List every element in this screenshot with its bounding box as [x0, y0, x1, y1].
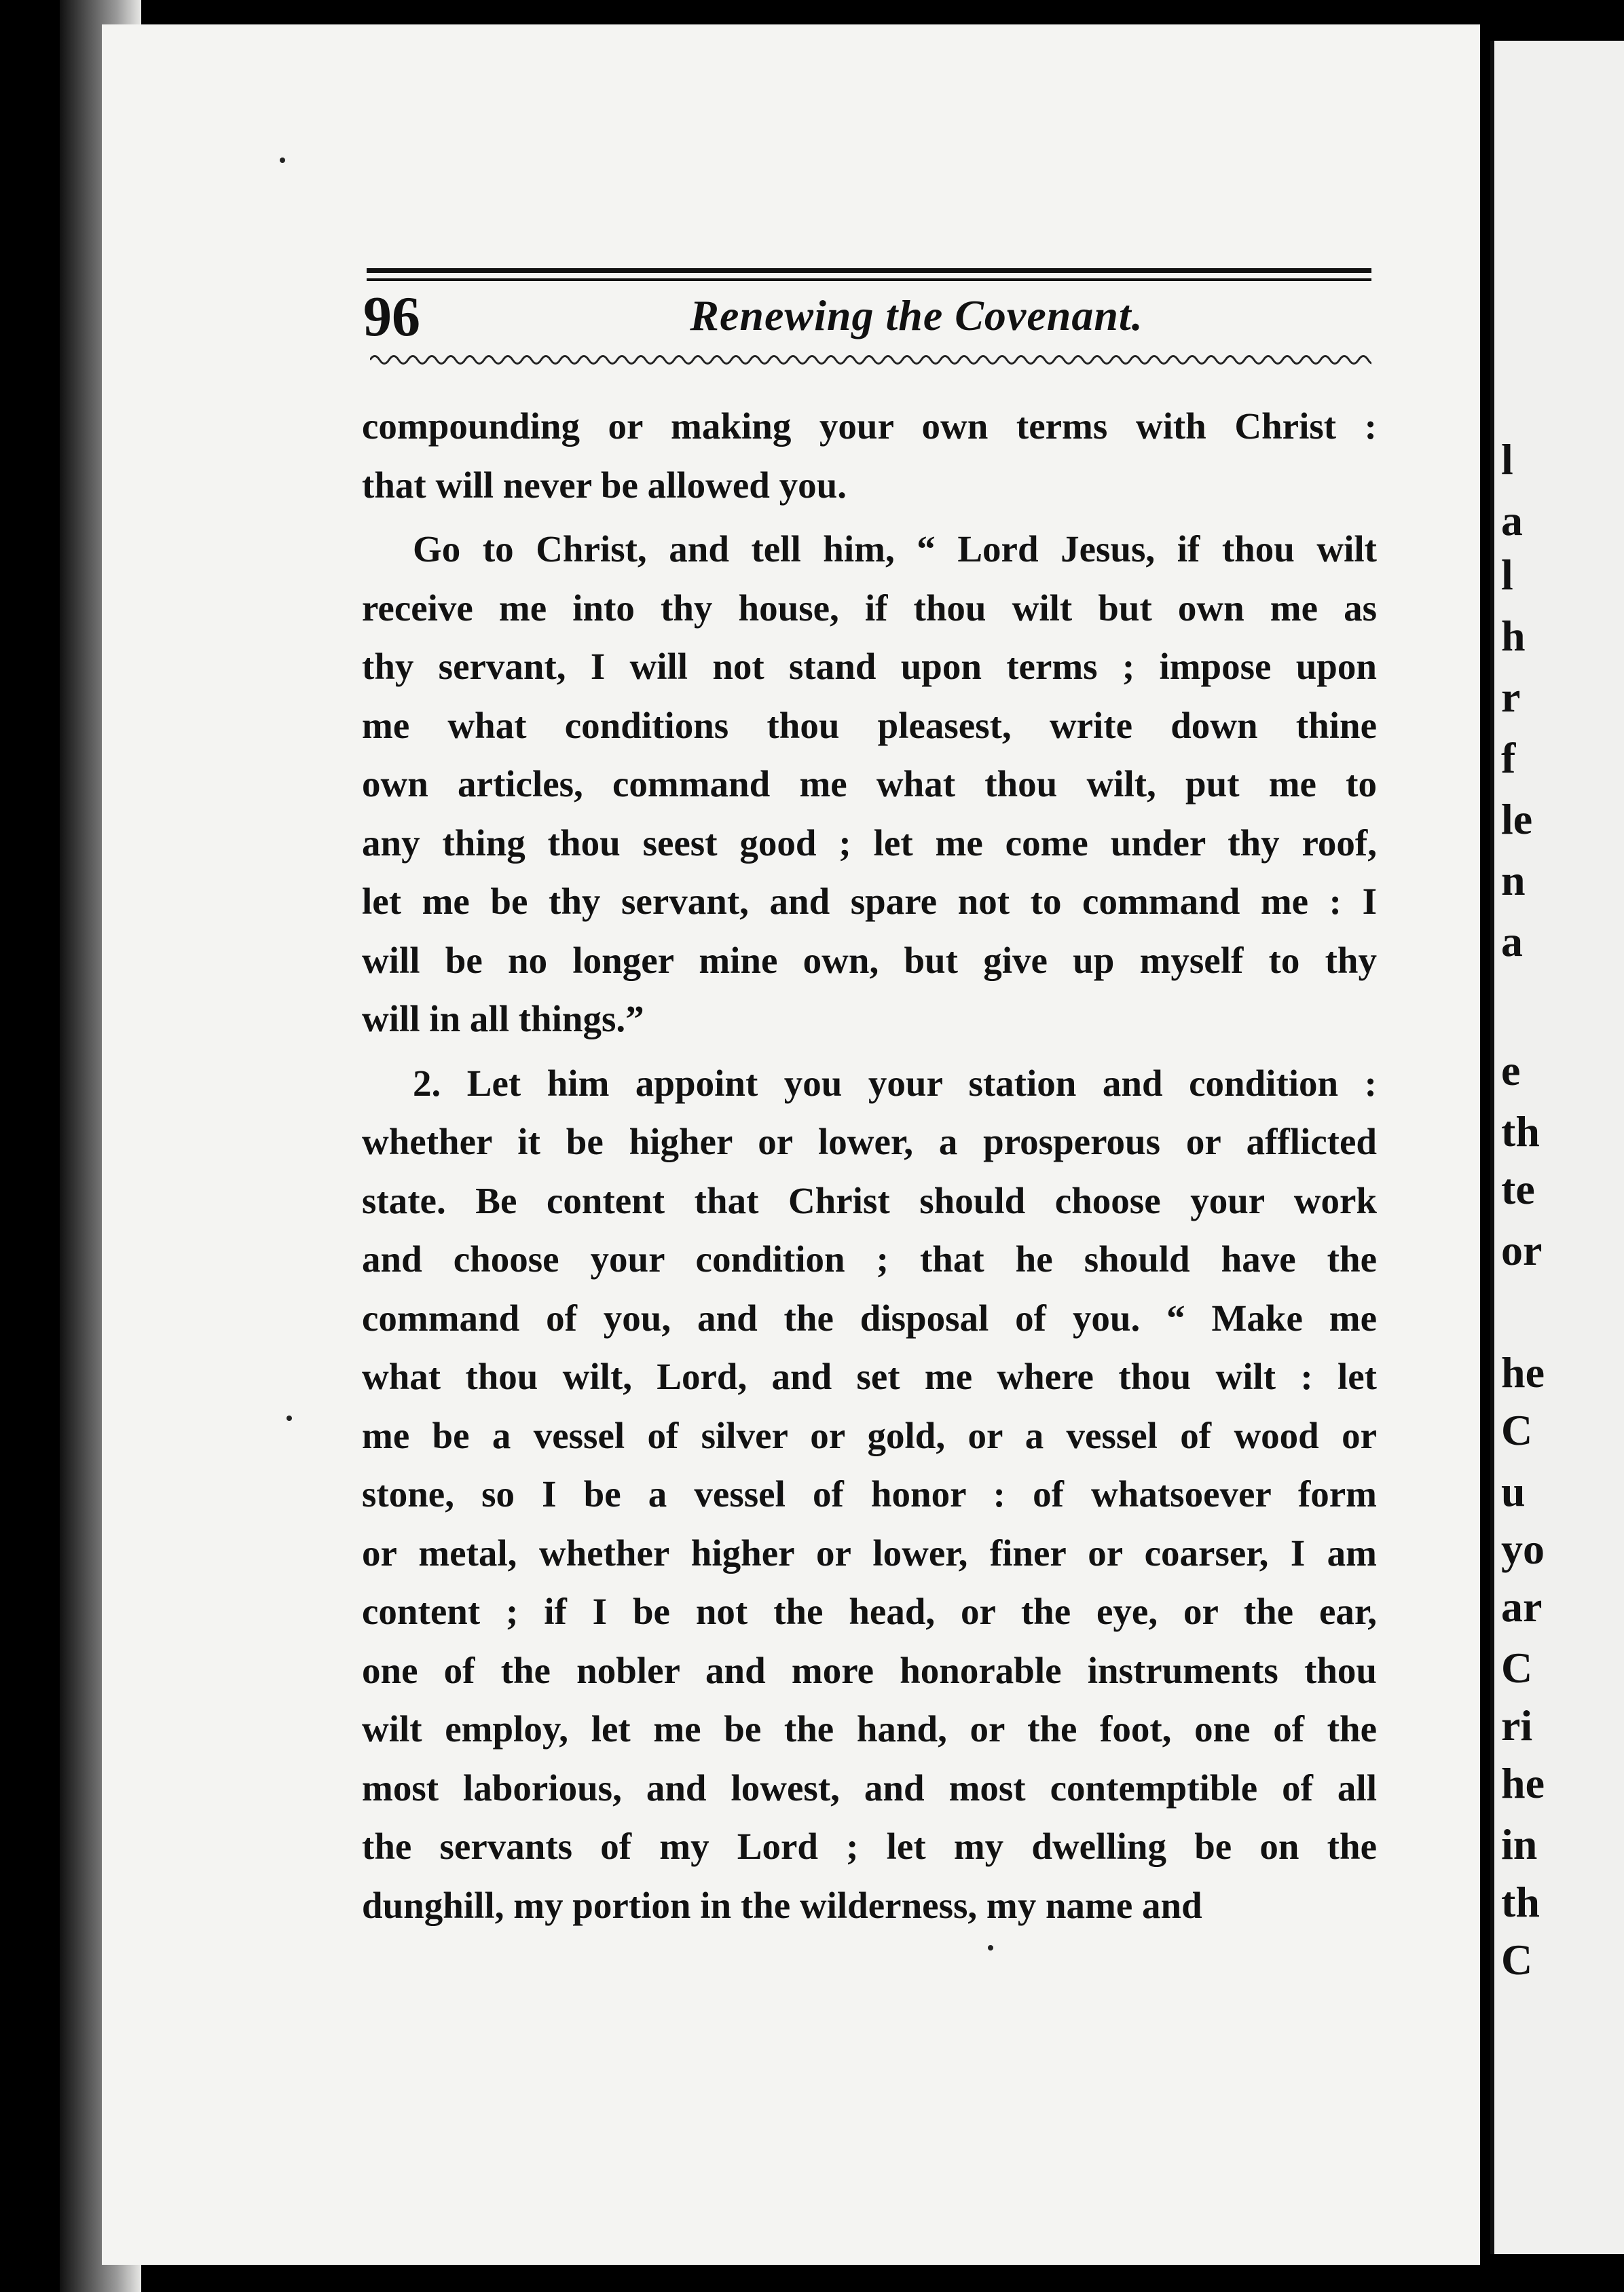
text-line: most laborious, and lowest, and most contemptible of all	[362, 1767, 1377, 1809]
text-line: dunghill, my portion in the wilderness, my name and	[362, 1884, 1202, 1926]
decorative-wave-rule	[370, 350, 1371, 370]
facing-page-fragment: e	[1501, 1046, 1521, 1094]
facing-page-fragment: a	[1501, 496, 1523, 544]
text-line: wilt employ, let me be the hand, or the foot, one of the	[362, 1708, 1377, 1750]
facing-page-fragment: or	[1501, 1226, 1543, 1274]
facing-page-fragment: he	[1501, 1759, 1545, 1807]
text-line: state. Be content that Christ should choose your work	[362, 1179, 1377, 1221]
facing-page-fragment: f	[1501, 734, 1516, 782]
text-line: receive me into thy house, if thou wilt but own me as	[362, 587, 1377, 629]
page-number: 96	[363, 285, 420, 348]
facing-page-fragment: th	[1501, 1107, 1540, 1156]
paragraph-gap	[362, 515, 1377, 520]
facing-page-fragment: th	[1501, 1878, 1540, 1926]
facing-page-fragment: l	[1501, 435, 1513, 483]
body-text	[362, 397, 1377, 1935]
facing-page-fragment: ri	[1501, 1701, 1533, 1750]
facing-page-fragment: C	[1501, 1406, 1533, 1454]
text-line: whether it be higher or lower, a prosperous or afflicted	[362, 1121, 1377, 1162]
scan-speck	[287, 1416, 292, 1421]
text-line: will in all things.”	[362, 998, 644, 1039]
facing-page-fragment: r	[1501, 673, 1521, 721]
text-line: or metal, whether higher or lower, finer or coarser, I am	[362, 1532, 1377, 1574]
text-line: any thing thou seest good ; let me come under thy roof,	[362, 821, 1377, 864]
text-line: what thou wilt, Lord, and set me where thou wilt : let	[362, 1356, 1377, 1397]
text-line: Go to Christ, and tell him, “ Lord Jesus, if thou wilt	[413, 528, 1377, 570]
text-line: own articles, command me what thou wilt, put me to	[362, 763, 1377, 805]
facing-page-fragment: C	[1501, 1644, 1533, 1692]
running-head: Renewing the Covenant.	[690, 291, 1143, 339]
header-rule-thick	[367, 268, 1371, 273]
facing-page-fragment: in	[1501, 1820, 1538, 1868]
text-line: me be a vessel of silver or gold, or a vessel of wood or	[362, 1414, 1377, 1456]
paragraph	[362, 397, 1377, 515]
text-line: 2. Let him appoint you your station and condition :	[413, 1062, 1377, 1104]
facing-page-fragment: h	[1501, 612, 1526, 660]
paragraph	[362, 1054, 1377, 1936]
facing-page-fragment: le	[1501, 795, 1533, 843]
facing-page-fragment: yo	[1501, 1525, 1545, 1573]
paragraph-gap	[362, 1049, 1377, 1054]
facing-page-fragment: a	[1501, 917, 1523, 965]
header-rule-thin	[367, 278, 1371, 281]
facing-page-fragment: ar	[1501, 1583, 1543, 1631]
paragraph	[362, 520, 1377, 1049]
facing-page-fragment: te	[1501, 1165, 1535, 1213]
facing-page	[1490, 41, 1624, 2254]
facing-page-fragment: l	[1501, 551, 1513, 599]
text-line: me what conditions thou pleasest, write down thine	[362, 704, 1377, 746]
text-line: that will never be allowed you.	[362, 464, 847, 506]
text-line: compounding or making your own terms with Christ :	[362, 405, 1377, 447]
text-line: thy servant, I will not stand upon terms ; impose upon	[362, 646, 1377, 687]
text-line: command of you, and the disposal of you. “ Make me	[362, 1297, 1377, 1339]
facing-page-fragment: n	[1501, 856, 1526, 904]
facing-page-fragment: C	[1501, 1936, 1533, 1984]
text-line: the servants of my Lord ; let my dwelling be on the	[362, 1826, 1377, 1867]
text-line: and choose your condition ; that he should have the	[362, 1238, 1377, 1280]
text-line: stone, so I be a vessel of honor : of whatsoever form	[362, 1473, 1377, 1515]
scan-speck	[280, 158, 285, 163]
text-line: content ; if I be not the head, or the eye, or the ear,	[362, 1591, 1377, 1632]
scan-speck	[988, 1945, 993, 1951]
text-line: let me be thy servant, and spare not to command me : I	[362, 881, 1377, 922]
text-line: one of the nobler and more honorable instruments thou	[362, 1649, 1377, 1691]
facing-page-fragment: u	[1501, 1467, 1526, 1515]
facing-page-fragment: he	[1501, 1348, 1545, 1397]
text-line: will be no longer mine own, but give up myself to thy	[362, 939, 1377, 981]
